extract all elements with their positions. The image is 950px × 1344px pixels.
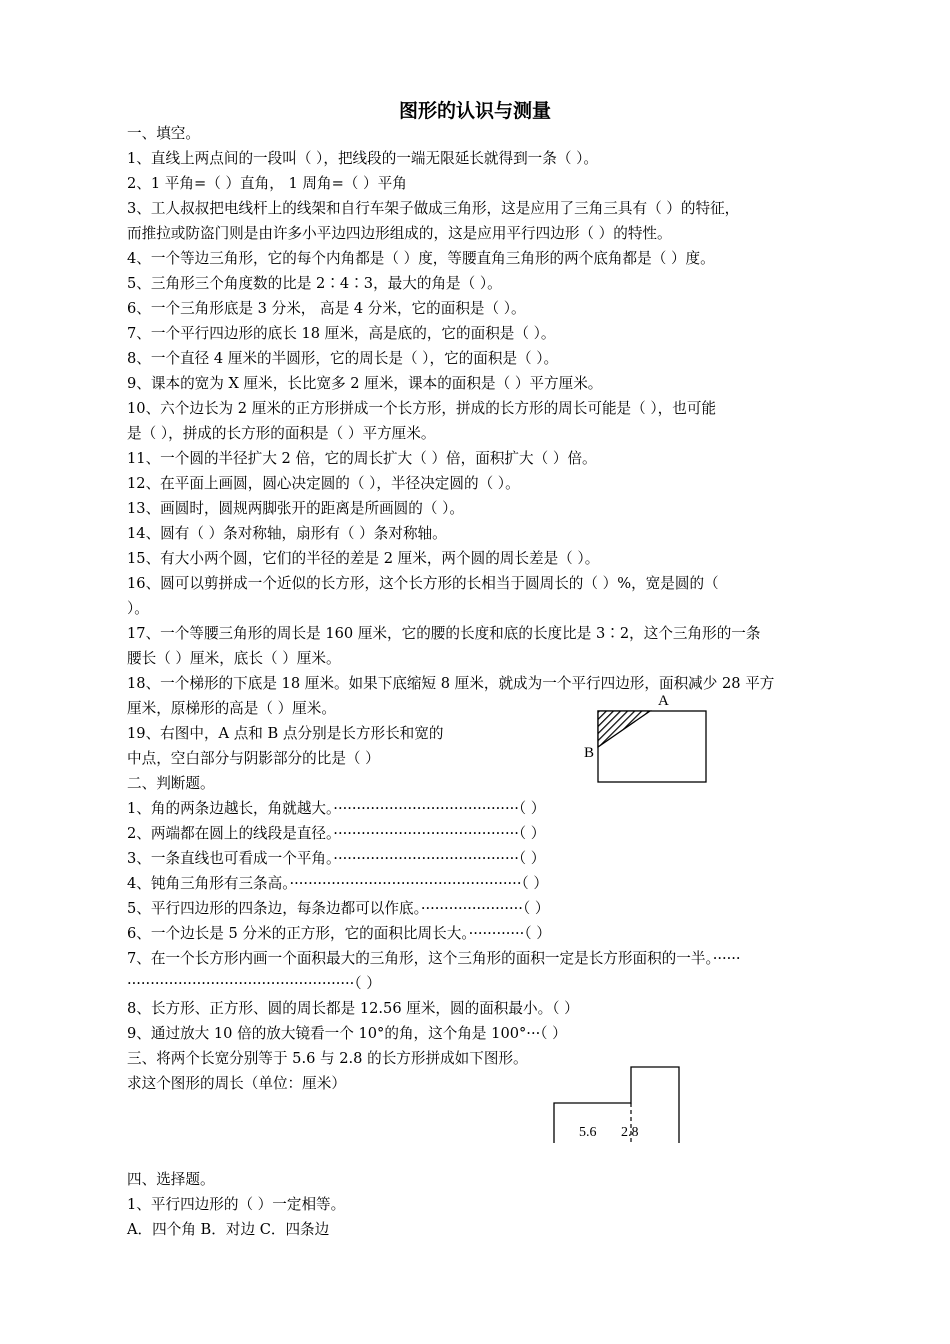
calc-prompt: 求这个图形的周长（单位：厘米） (127, 1075, 346, 1092)
figure-outline (554, 1067, 679, 1143)
question-5: 5、三角形三个角度数的比是 2∶4∶3，最大的角是（ ）。 (127, 275, 502, 292)
rectangle-shaded-figure (575, 685, 715, 785)
question-13: 13、画圆时，圆规两脚张开的距离是所画圆的（ ）。 (127, 500, 464, 517)
question-16-line-2: ）。 (127, 600, 149, 617)
judge-item: 4、钝角三角形有三条高。··················································（ ） (127, 875, 548, 892)
judge-item: ·················································（ ） (127, 975, 381, 992)
section-fill-heading: 一、填空。 (127, 125, 200, 142)
question-10-line-1: 10、六个边长为 2 厘米的正方形拼成一个长方形，拼成的长方形的周长可能是（ ），也可能 (127, 400, 717, 417)
question-10-line-2: 是（ ），拼成的长方形的面积是（ ）平方厘米。 (127, 425, 436, 442)
shaded-triangle (598, 711, 650, 747)
judge-item: 3、一条直线也可看成一个平角。········································（ ） (127, 850, 546, 867)
point-b-label: B (584, 745, 595, 761)
question-14: 14、圆有（ ）条对称轴，扇形有（ ）条对称轴。 (127, 525, 447, 542)
question-1: 1、直线上两点间的一段叫（ ），把线段的一端无限延长就得到一条（ ）。 (127, 150, 598, 167)
choice-question-1: 1、平行四边形的（ ）一定相等。 (127, 1196, 346, 1213)
question-17-line-2: 腰长（ ）厘米，底长（ ）厘米。 (127, 650, 341, 667)
question-8: 8、一个直径 4 厘米的半圆形，它的周长是（ ），它的面积是（ ）。 (127, 350, 559, 367)
width-label: 2.8 (621, 1125, 639, 1140)
section-calc-heading: 三、将两个长宽分别等于 5.6 与 2.8 的长方形拼成如下图形。 (127, 1050, 528, 1067)
question-11: 11、一个圆的半径扩大 2 倍，它的周长扩大（ ）倍，面积扩大（ ）倍。 (127, 450, 597, 467)
question-4: 4、一个等边三角形，它的每个内角都是（ ）度，等腰直角三角形的两个底角都是（ ）度。 (127, 250, 715, 267)
point-a-label: A (658, 693, 669, 709)
question-9: 9、课本的宽为 X 厘米，长比宽多 2 厘米，课本的面积是（ ）平方厘米。 (127, 375, 603, 392)
question-12: 12、在平面上画圆，圆心决定圆的（ ），半径决定圆的（ ）。 (127, 475, 520, 492)
question-17-line-1: 17、一个等腰三角形的周长是 160 厘米，它的腰的长度和底的长度比是 3∶2，这个三角形的一条 (127, 625, 761, 642)
judge-item: 2、两端都在圆上的线段是直径。········································（ ） (127, 825, 546, 842)
question-19-line-1: 19、右图中，A 点和 B 点分别是长方形长和宽的 (127, 725, 444, 742)
judge-item: 5、平行四边形的四条边，每条边都可以作底。······················（ ） (127, 900, 550, 917)
length-label: 5.6 (579, 1125, 597, 1140)
page-title: 图形的认识与测量 (398, 100, 551, 122)
question-18-line-2: 厘米，原梯形的高是（ ）厘米。 (127, 700, 336, 717)
section-choice-heading: 四、选择题。 (127, 1171, 215, 1188)
question-2: 2、1 平角=（ ）直角， 1 周角=（ ）平角 (127, 175, 407, 192)
section-judge-heading: 二、判断题。 (127, 775, 215, 792)
question-3-line-2: 而推拉或防盗门则是由许多小平边四边形组成的，这是应用平行四边形（ ）的特性。 (127, 225, 672, 242)
choice-options: A．四个角 B．对边 C．四条边 (127, 1221, 330, 1238)
question-3-line-1: 3、工人叔叔把电线杆上的线架和自行车架子做成三角形，这是应用了三角三具有（ ）的特征， (127, 200, 740, 217)
judge-item: 6、一个边长是 5 分米的正方形，它的面积比周长大。············（ ） (127, 925, 551, 942)
question-7: 7、一个平行四边形的底长 18 厘米，高是底的，它的面积是（ ）。 (127, 325, 556, 342)
judge-item: 1、角的两条边越长，角就越大。········································（ ） (127, 800, 546, 817)
question-16-line-1: 16、圆可以剪拼成一个近似的长方形，这个长方形的长相当于圆周长的（ ）%，宽是圆的（ (127, 575, 719, 592)
composite-rectangles-figure (545, 1060, 690, 1150)
question-19-line-2: 中点，空白部分与阴影部分的比是（ ） (127, 750, 380, 767)
judge-item: 9、通过放大 10 倍的放大镜看一个 10°的角，这个角是 100°···（ ） (127, 1025, 567, 1042)
question-15: 15、有大小两个圆，它们的半径的差是 2 厘米，两个圆的周长差是（ ）。 (127, 550, 600, 567)
judge-item: 8、长方形、正方形、圆的周长都是 12.56 厘米，圆的面积最小。（ ） (127, 1000, 579, 1017)
question-18-line-1: 18、一个梯形的下底是 18 厘米。如果下底缩短 8 厘米，就成为一个平行四边形，面积减少 28 平方 (127, 675, 775, 692)
judge-item: 7、在一个长方形内画一个面积最大的三角形，这个三角形的面积一定是长方形面积的一半。······ (127, 950, 741, 967)
question-6: 6、一个三角形底是 3 分米， 高是 4 分米，它的面积是（ ）。 (127, 300, 526, 317)
